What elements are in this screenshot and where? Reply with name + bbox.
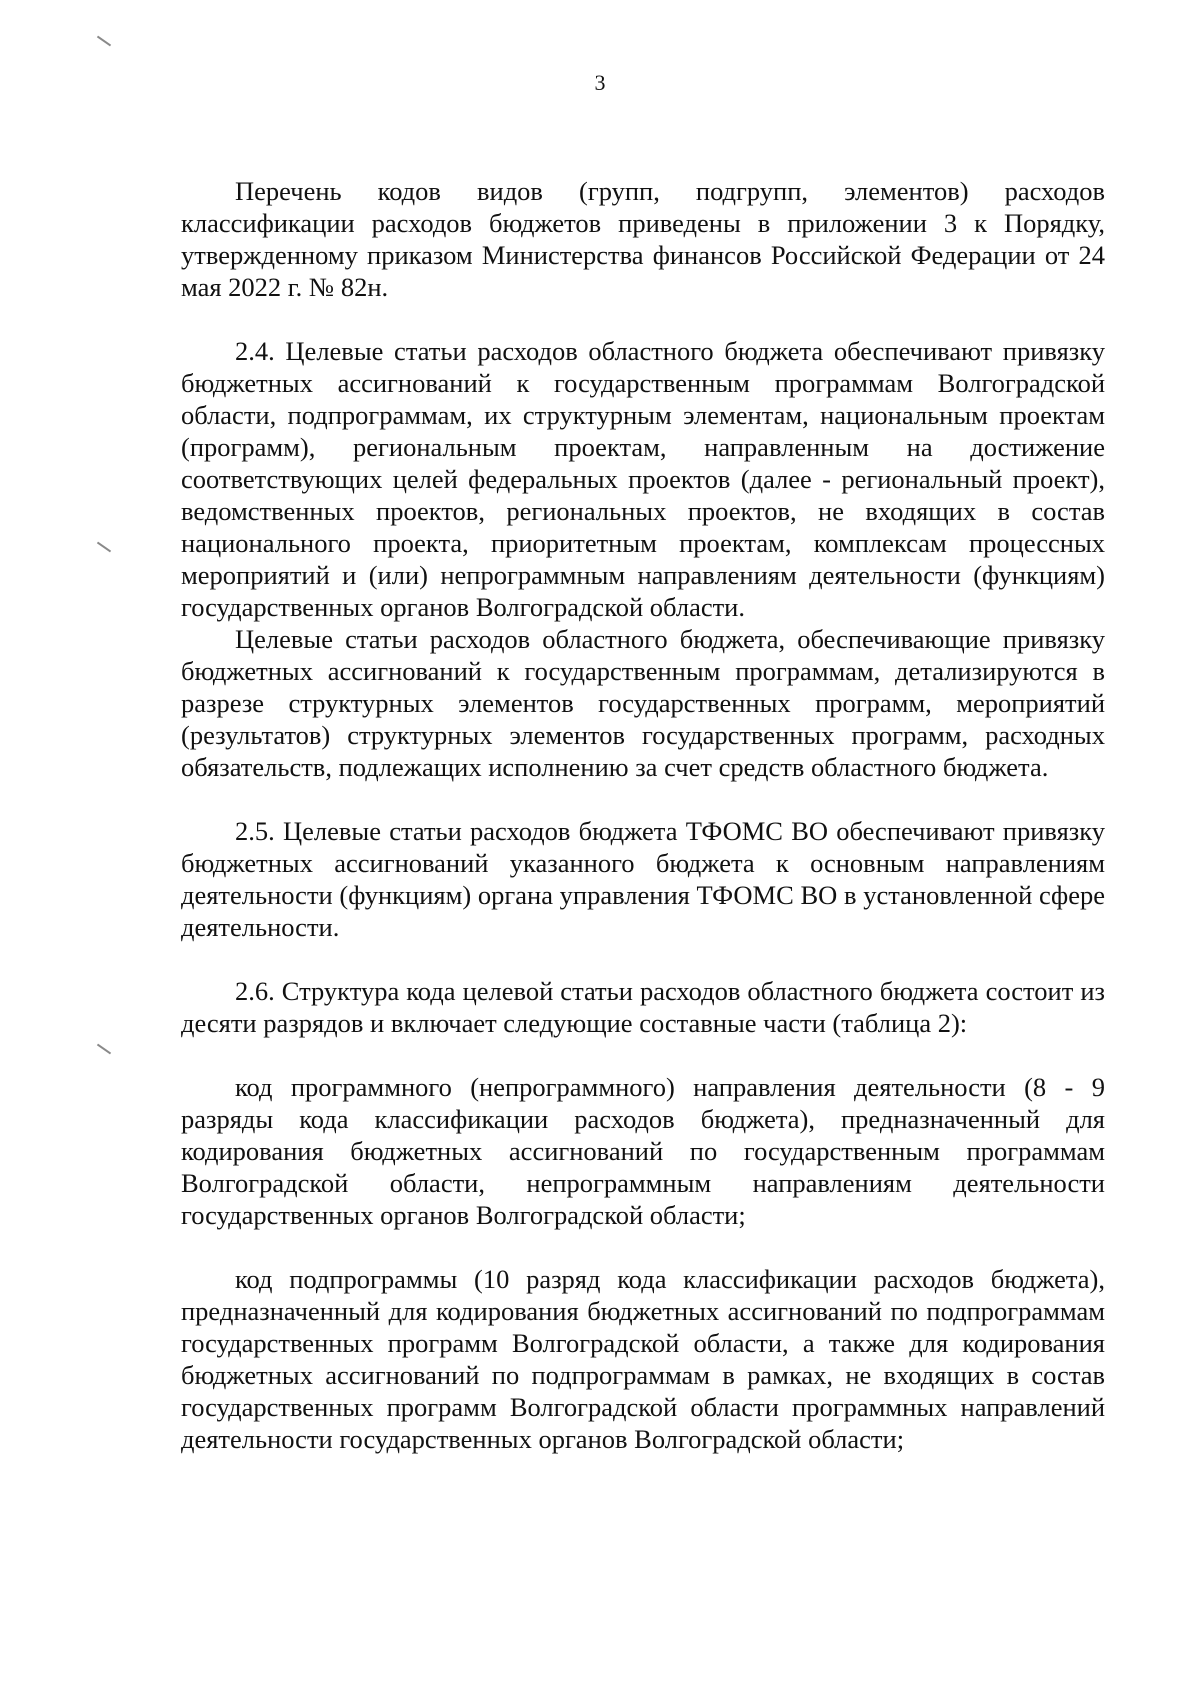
paragraph-2-4: 2.4. Целевые статьи расходов областного бюджета обеспечивают привязку бюджетных ассигнований к государственным программам Волгоградской области, подпрограммам, их структурным элементам, национальным проектам (программ), региональным проектам, направленным на достижение соответствующих целей федеральных проектов (далее - региональный проект), ведомственных проектов, региональных проектов, не входящих в состав национального проекта, приоритетным проектам, комплексам процессных мероприятий и (или) непрограммным направлениям деятельности (функциям) государственных органов Волгоградской области. bbox=[181, 336, 1105, 622]
scan-artifact-mark bbox=[97, 542, 111, 553]
paragraph-2-5: 2.5. Целевые статьи расходов бюджета ТФОМС ВО обеспечивают привязку бюджетных ассигнований указанного бюджета к основным направлениям деятельности (функциям) органа управления ТФОМС ВО в установленной сфере деятельности. bbox=[181, 816, 1105, 942]
paragraph-program-code: код программного (непрограммного) направления деятельности (8 - 9 разряды кода классификации расходов бюджета), предназначенный для кодирования бюджетных ассигнований по государственным программам Волгоградской области, непрограммным направлениям деятельности государственных органов Волгоградской области; bbox=[181, 1072, 1105, 1230]
scan-artifact-mark bbox=[97, 1044, 111, 1055]
page-number: 3 bbox=[594, 70, 606, 95]
scan-artifact-mark bbox=[97, 36, 111, 47]
paragraph-subprogram-code: код подпрограммы (10 разряд кода классификации расходов бюджета), предназначенный для кодирования бюджетных ассигнований по подпрограммам государственных программ Волгоградской области, а также для кодирования бюджетных ассигнований по подпрограммам в рамках, не входящих в состав государственных программ Волгоградской области программных направлений деятельности государственных органов Волгоградской области; bbox=[181, 1264, 1105, 1454]
document-body bbox=[181, 175, 1105, 1455]
paragraph-expense-types-list: Перечень кодов видов (групп, подгрупп, элементов) расходов классификации расходов бюджетов приведены в приложении 3 к Порядку, утвержденному приказом Министерства финансов Российской Федерации от 24 мая 2022 г. № 82н. bbox=[181, 176, 1105, 302]
paragraph-2-4-detail: Целевые статьи расходов областного бюджета, обеспечивающие привязку бюджетных ассигнований к государственным программам, детализируются в разрезе структурных элементов государственных программ, мероприятий (результатов) структурных элементов государственных программ, расходных обязательств, подлежащих исполнению за счет средств областного бюджета. bbox=[181, 624, 1105, 782]
paragraph-2-6: 2.6. Структура кода целевой статьи расходов областного бюджета состоит из десяти разрядов и включает следующие составные части (таблица 2): bbox=[181, 976, 1105, 1038]
